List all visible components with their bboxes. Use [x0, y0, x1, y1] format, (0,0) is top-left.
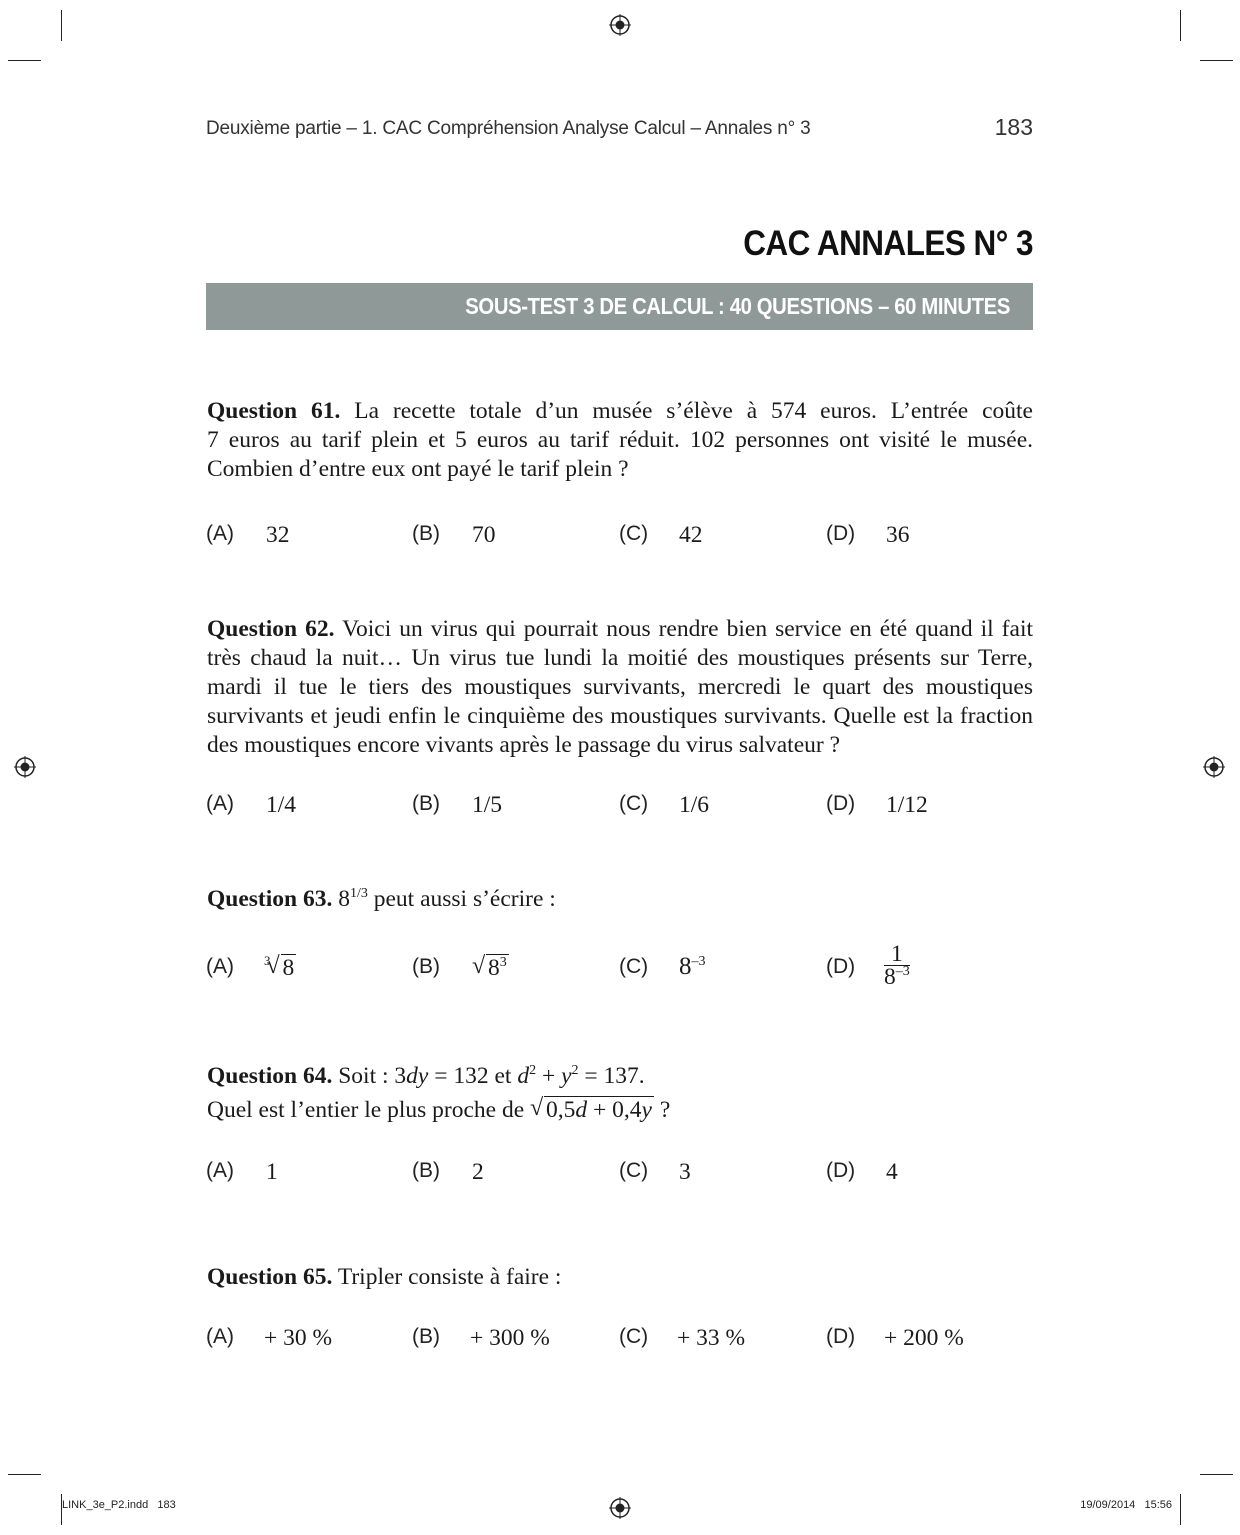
option-letter: (B): [412, 1325, 440, 1348]
registration-mark-icon: [609, 1497, 631, 1519]
power-exponent: –3: [895, 964, 910, 979]
question-61: [207, 397, 1033, 484]
power-base: 8: [679, 953, 692, 980]
option-value: [679, 953, 706, 981]
fraction: [884, 943, 910, 988]
page-title: CAC ANNALES N° 3: [743, 224, 1033, 263]
option-letter: (A): [206, 1325, 234, 1348]
square-exponent: 2: [529, 1063, 537, 1078]
question-text-line: 7 euros au tarif plein et 5 euros au tarif réduit. 102 personnes ont visité le musée.: [207, 427, 1033, 453]
question-label: Question 64.: [207, 1063, 333, 1089]
power-base: 8: [338, 886, 350, 912]
option-letter: (D): [826, 1159, 856, 1182]
crop-mark: [1200, 1474, 1233, 1475]
power-exponent: –3: [691, 954, 706, 969]
option-letter: (D): [826, 522, 856, 545]
fraction-denominator: [884, 966, 910, 988]
page-number: 183: [994, 114, 1033, 140]
crop-mark: [61, 10, 62, 41]
variable: d: [575, 1097, 588, 1123]
question-label: Question 61.: [207, 398, 341, 424]
answer-options-62: [0, 792, 1240, 832]
section-banner-label: SOUS-TEST 3 DE CALCUL : 40 QUESTIONS – 60 MINUTES: [465, 293, 1010, 319]
print-date: 19/09/2014 15:56: [1080, 1499, 1172, 1511]
option-value: 1: [266, 1159, 278, 1185]
answer-options-61: [0, 522, 1240, 562]
question-text-line: survivants et jeudi enfin le cinquième des moustiques survivants. Quelle est la fraction: [207, 703, 1033, 729]
option-value: + 300 %: [470, 1325, 550, 1351]
root-symbol: [472, 955, 509, 982]
option-value: 1/6: [679, 792, 710, 818]
radicand: 8: [282, 955, 295, 981]
question-text-line: des moustiques encore vivants après le passage du virus salvateur ?: [207, 732, 841, 758]
option-letter: (B): [412, 792, 440, 815]
question-label: Question 65.: [207, 1264, 333, 1290]
registration-mark-icon: [14, 756, 36, 778]
question-text-line: Combien d’entre eux ont payé le tarif plein ?: [207, 456, 629, 482]
variable: dy: [406, 1063, 429, 1089]
crop-mark: [1180, 1494, 1181, 1525]
running-head: Deuxième partie – 1. CAC Compréhension Analyse Calcul – Annales n° 3: [206, 118, 811, 139]
equation-mid: = 132 et: [428, 1063, 518, 1089]
crop-mark: [1180, 10, 1181, 41]
root-symbol: [267, 955, 297, 982]
question-text-line: très chaud la nuit… Un virus tue lundi la moitié des moustiques présents sur Terre,: [207, 645, 1033, 671]
option-letter: (A): [206, 792, 234, 815]
question-text-line: La recette totale d’un musée s’élève à 574 euros. L’entrée coûte: [354, 398, 1033, 424]
question-text-line: Voici un virus qui pourrait nous rendre bien service en été quand il fait: [342, 616, 1033, 642]
plus-sign: +: [536, 1063, 562, 1089]
question-65: [207, 1263, 1033, 1292]
option-value: + 33 %: [677, 1325, 746, 1351]
variable: y: [561, 1063, 572, 1089]
option-value: 2: [472, 1159, 484, 1185]
power-base: 8: [884, 964, 896, 990]
option-letter: (C): [619, 955, 649, 978]
answer-options-65: [0, 1325, 1240, 1365]
registration-mark-icon: [609, 14, 631, 36]
option-letter: (C): [619, 1325, 649, 1348]
radicand: [486, 954, 509, 981]
crop-mark: [8, 60, 41, 61]
option-letter: (B): [412, 522, 440, 545]
option-value: 3: [679, 1159, 691, 1185]
radicand-part: + 0,4: [587, 1097, 642, 1123]
option-value: [472, 955, 509, 982]
option-letter: (B): [412, 1159, 440, 1182]
option-letter: (A): [206, 1159, 234, 1182]
file-slug: LINK_3e_P2.indd 183: [62, 1499, 176, 1511]
option-value: 42: [679, 522, 703, 548]
option-value: [884, 943, 910, 988]
radicand-exponent: 3: [499, 955, 507, 970]
radicand-base: 8: [488, 955, 500, 981]
option-letter: (D): [826, 955, 856, 978]
option-value: 70: [472, 522, 496, 548]
equation-prefix: Soit : 3: [338, 1063, 407, 1089]
crop-mark: [8, 1474, 41, 1475]
option-letter: (A): [206, 955, 234, 978]
power-exponent: 1/3: [349, 886, 368, 901]
equation-end: = 137.: [578, 1063, 645, 1089]
square-exponent: 2: [571, 1063, 579, 1078]
option-value: 1/4: [266, 792, 297, 818]
question-label: Question 62.: [207, 616, 335, 642]
option-value: + 200 %: [884, 1325, 964, 1351]
variable: y: [641, 1097, 652, 1123]
option-letter: (A): [206, 522, 234, 545]
option-letter: (C): [619, 1159, 649, 1182]
option-letter: (C): [619, 522, 649, 545]
option-letter: (C): [619, 792, 649, 815]
option-value: 1/12: [886, 792, 928, 818]
radicand: [544, 1096, 654, 1123]
option-value: 32: [266, 522, 290, 548]
fraction-numerator: 1: [884, 943, 910, 966]
question-text-line: mardi il tue le tiers des moustiques survivants, mercredi le quart des moustiques: [207, 674, 1033, 700]
option-value: + 30 %: [264, 1325, 333, 1351]
question-label: Question 63.: [207, 886, 333, 912]
option-letter: (B): [412, 955, 440, 978]
crop-mark: [1200, 60, 1233, 61]
option-value: [264, 955, 296, 982]
answer-options-63: [0, 941, 1240, 995]
question-text: Tripler consiste à faire :: [337, 1264, 562, 1290]
option-value: 1/5: [472, 792, 503, 818]
option-letter: (D): [826, 792, 856, 815]
registration-mark-icon: [1203, 756, 1225, 778]
option-value: 36: [886, 522, 910, 548]
option-value: 4: [886, 1159, 898, 1185]
question-text: Quel est l’entier le plus proche de: [207, 1097, 525, 1123]
option-letter: (D): [826, 1325, 856, 1348]
question-mark: ?: [659, 1097, 671, 1123]
section-banner: [206, 283, 1033, 330]
question-64: [207, 1062, 1033, 1125]
variable: d: [517, 1063, 530, 1089]
question-text: peut aussi s’écrire :: [373, 886, 556, 912]
question-62: [207, 615, 1033, 760]
answer-options-64: [0, 1159, 1240, 1199]
radicand-part: 0,5: [546, 1097, 576, 1123]
question-63: [207, 885, 1033, 914]
root-index: 3: [264, 953, 271, 968]
root-symbol: [530, 1096, 654, 1125]
